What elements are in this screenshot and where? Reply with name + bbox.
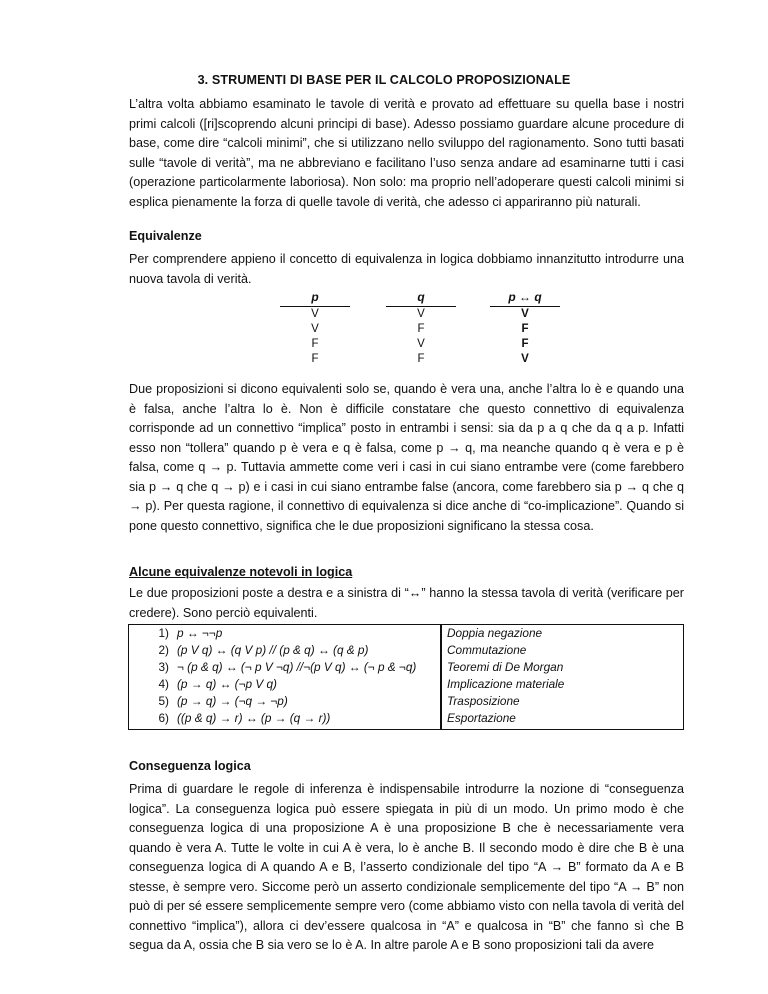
equivalenze-paragraph-2: Due proposizioni si dicono equivalenti solo se, quando è vera una, anche l’altra lo è e quando una è falsa, anche l’altra lo è. Non è difficile constatare che questo connettivo di equivalenza corrisponde ad un connettivo “implica” posto in entrambi i sensi: sia da p a q che da q a p. Infatti esso non “tollera” quando p è vera e q è falsa, come p → q, ma neanche quando q è vera e p è falsa, come q → p. Tuttavia ammette come veri i casi in cui siano entrambe vere (come farebbero sia p → q che q → p) e i casi in cui siano entrambe false (ancora, come farebbero sia p → q che q → p). Per questa ragione, il connettivo di equivalenza si dice anche di “co-implicazione”. Quando si pone questo connettivo, significa che le due proposizioni significano la stessa cosa. <box>129 382 684 533</box>
equivalence-number: 5) <box>158 694 169 708</box>
equivalences-names <box>441 624 684 730</box>
truth-table-cell: V <box>311 323 319 335</box>
equivalence-formula: (p → q) ↔ (¬p V q) <box>177 677 277 691</box>
conseguenza-paragraph: Prima di guardare le regole di inferenza è indispensabile introdurre la nozione di “conseguenza logica”. La conseguenza logica può essere spiegata in più di un modo. Un primo modo è che conseguenza logica di una proposizione A è una proposizione B che è necessariamente vera quando è vera A. Tutte le volte in cui A è vera, lo è anche B. Il secondo modo è dire che B è una conseguenza logica di A quando A e B, l’asserto condizionale del tipo “A → B” formato da A e B stesse, è sempre vero. Siccome però un asserto condizionale semplicemente del tipo “A → B” non può di per sé essere semplicemente sempre vero (come abbiamo visto con nella tavola di verità del connettivo “implica”), allora ci dev’essere qualcosa in “A” e qualcosa in “B” che fanno sì che B segua da A, ossia che B sia vero se lo è A. In altre parole A e B sono proposizioni tali da avere <box>129 782 684 952</box>
truth-table-col-p <box>280 290 350 367</box>
truth-table-col-p-iff-q <box>490 290 560 367</box>
truth-table-cell: V <box>417 338 425 350</box>
truth-table-header: p ↔ q <box>490 290 560 307</box>
equivalence-name: Esportazione <box>447 711 516 725</box>
truth-table-cell: F <box>417 353 425 365</box>
equivalence-name: Implicazione materiale <box>447 677 565 691</box>
equivalence-number: 2) <box>158 643 169 657</box>
equivalence-name: Trasposizione <box>447 694 520 708</box>
page-title: 3. STRUMENTI DI BASE PER IL CALCOLO PROPOSIZIONALE <box>197 73 571 87</box>
truth-table-cell: F <box>311 338 319 350</box>
equivalence-formula: p ↔ ¬¬p <box>177 626 223 640</box>
truth-table-cell: F <box>311 353 319 365</box>
equivalenze-paragraph-1: Per comprendere appieno il concetto di equivalenza in logica dobbiamo innanzitutto introdurre una nuova tavola di verità. <box>129 252 684 286</box>
equivalence-number: 4) <box>158 677 169 691</box>
equivalence-formula: (p V q) ↔ (q V p) // (p & q) ↔ (q & p) <box>177 643 369 657</box>
equivalence-name: Doppia negazione <box>447 626 543 640</box>
truth-table-header: p <box>280 290 350 307</box>
truth-table-cell: F <box>521 323 529 335</box>
equivalence-formula: ¬ (p & q) ↔ (¬ p V ¬q) //¬(p V q) ↔ (¬ p & ¬q) <box>177 660 417 674</box>
equivalence-formula: (p → q) → (¬q → ¬p) <box>177 694 288 708</box>
truth-table-cell: V <box>521 353 529 365</box>
equivalences-table <box>128 624 684 730</box>
equivalence-name: Teoremi di De Morgan <box>447 660 564 674</box>
notevoli-paragraph: Le due proposizioni poste a destra e a sinistra di “↔” hanno la stessa tavola di verità (verificare per credere). Sono perciò equivalenti. <box>129 586 684 620</box>
truth-table-cell: V <box>521 308 529 320</box>
equivalence-name: Commutazione <box>447 643 527 657</box>
truth-table-cell: V <box>311 308 319 320</box>
equivalence-number: 6) <box>158 711 169 725</box>
truth-table-col-q <box>386 290 456 367</box>
equivalence-formula: ((p & q) → r) ↔ (p → (q → r)) <box>177 711 331 725</box>
intro-paragraph: L’altra volta abbiamo esaminato le tavole di verità e provato ad effettuare su quella base i nostri primi calcoli ([ri]scoprendo alcuni principi di base). Adesso possiamo guardare alcune procedure di base, come dire “calcoli minimi”, che si utilizzano nello sviluppo del ragionamento. Sono tutti basati sulle “tavole di verità”, ma ne abbreviano e facilitano l’uso senza andare ad esaminarne tutti i casi (operazione particolarmente laboriosa). Non solo: ma proprio nell’adoperare questi calcoli minimi si esplica pienamente la forza di quelle tavole di verità, che adesso ci appariranno più naturali. <box>129 97 684 209</box>
truth-table-cell: F <box>521 338 529 350</box>
heading-equivalenze-notevoli: Alcune equivalenze notevoli in logica <box>129 565 353 579</box>
heading-conseguenza-logica: Conseguenza logica <box>129 759 251 773</box>
truth-table-cell: V <box>417 308 425 320</box>
truth-table-cell: F <box>417 323 425 335</box>
equivalence-number: 3) <box>158 660 169 674</box>
truth-table-header: q <box>386 290 456 307</box>
equivalences-formulas <box>128 624 441 730</box>
heading-equivalenze: Equivalenze <box>129 229 202 243</box>
equivalence-number: 1) <box>158 626 169 640</box>
